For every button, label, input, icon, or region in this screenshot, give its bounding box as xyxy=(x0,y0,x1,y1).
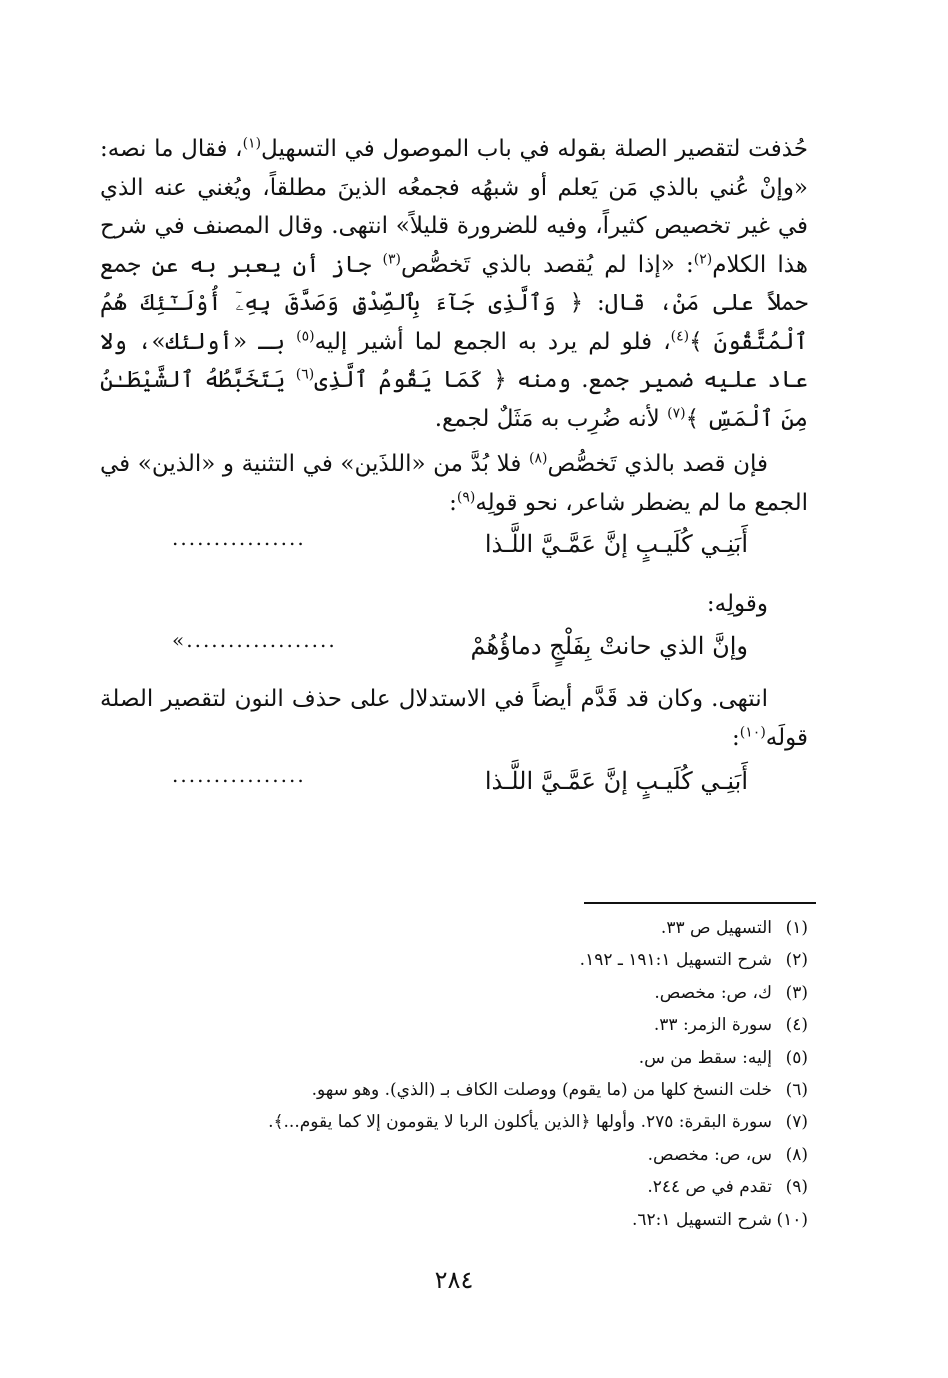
footnote-item xyxy=(160,1139,808,1171)
text-segment: فإن قصد بالذي تَخصُّص xyxy=(547,451,768,477)
footnote-text: س، ص: مخصص. xyxy=(647,1144,772,1165)
verse-ellipsis: ................ xyxy=(172,763,306,787)
verse-hemistich: أَبَنِـي كُلَيـبٍ إنَّ عَمَّـيَّ اللَّـذا xyxy=(484,530,748,558)
footnote-number: (٦) xyxy=(785,1080,808,1101)
footnote-ref-2: (٢) xyxy=(693,250,713,267)
page-number: ٢٨٤ xyxy=(434,1266,474,1294)
footnote-text: ك، ص: مخصص. xyxy=(654,982,772,1003)
text-segment: : «إذا لم يُقصد بالذي تَخصُّص xyxy=(400,251,694,278)
verse-intro-label: وقولِه: xyxy=(706,591,768,617)
footnote-text: شرح التسهيل ١٩١:١ ـ ١٩٢. xyxy=(579,950,772,971)
verse-hemistich: أَبَنِـي كُلَيـبٍ إنَّ عَمَّـيَّ اللَّـذا xyxy=(484,767,748,795)
footnote-text: تقدم في ص ٢٤٤. xyxy=(647,1177,772,1198)
paragraph-3 xyxy=(100,680,808,757)
footnote-item xyxy=(160,1171,808,1203)
footnote-number: (٤) xyxy=(785,1015,808,1036)
text-segment: جاز أن يعبر به عن جمع حملاً على مَنْ، قال: ﴿ وَٱلَّذِى جَآءَ بِٱلصِّدْقِ وَصَدَّقَ بِهِۦٓ أُوْلَـٰٓئِكَ هُمُ ٱلْمُتَّقُونَ ﴾ xyxy=(100,251,809,355)
footnote-number: (٧) xyxy=(785,1112,808,1133)
text-segment: يَتَخَبَّطُهُ ٱلشَّيْطَـٰنُ مِنَ ٱلْمَسِّ ﴾ xyxy=(100,367,808,432)
footnote-text: سورة الزمر: ٣٣. xyxy=(653,1015,772,1036)
footnote-number: (١) xyxy=(785,918,808,938)
footnote-ref-8: (٨) xyxy=(528,450,548,467)
text-segment: : xyxy=(449,489,457,516)
footnote-ref-4: (٤) xyxy=(670,327,690,344)
footnote-number: (٨) xyxy=(785,1144,808,1165)
footnote-ref-10: (١٠) xyxy=(739,723,766,740)
verse-ellipsis: ................ xyxy=(172,526,306,550)
text-segment: ، فلو لم يرد به الجمع لما أشير إليه xyxy=(314,328,671,355)
footnote-ref-1: (١) xyxy=(242,135,262,152)
footnote-item xyxy=(160,912,808,944)
footnote-text: سورة البقرة: ٢٧٥. وأولها ﴿الذين يأكلون الربا لا يقومون إلا كما يقوم...﴾. xyxy=(268,1112,772,1133)
footnote-ref-3: (٣) xyxy=(382,250,401,267)
footnote-ref-5: (٥) xyxy=(296,327,315,344)
footnote-number: (٢) xyxy=(785,950,808,971)
footnote-text: إليه: سقط من س. xyxy=(638,1047,772,1068)
footnote-item xyxy=(160,944,808,976)
footnote-item xyxy=(160,1042,808,1074)
footnote-number: (١٠) xyxy=(776,1209,808,1230)
verse-1 xyxy=(100,524,808,564)
footnote-divider xyxy=(584,902,816,904)
footnote-text: خلت النسخ كلها من (ما يقوم) ووصلت الكاف بـ (الذي). وهو سهو. xyxy=(311,1080,772,1101)
paragraph-2 xyxy=(100,445,808,522)
verse-2 xyxy=(100,626,808,666)
footnote-text: التسهيل ص ٣٣. xyxy=(660,918,772,938)
footnote-number: (٣) xyxy=(785,982,808,1003)
text-segment: ، فقال ما نصه: «وإنْ عُني بالذي مَن يَعلم أو شبهُه فجمعُه الذينَ مطلقاً، ويُغني عنه الذي في غير تخصيص كثيراً، وفيه للضرورة قليلاً» انتهى. وقال المصنف في شرح هذا الكلام xyxy=(100,136,808,278)
footnote-item xyxy=(160,1204,808,1236)
footnote-item xyxy=(160,1074,808,1106)
footnote-item xyxy=(160,977,808,1009)
footnote-item xyxy=(160,1009,808,1041)
footnote-ref-7: (٧) xyxy=(667,404,686,421)
verse-3 xyxy=(100,761,808,801)
text-segment: : xyxy=(732,724,740,751)
text-segment: بـ «أولئك»، ولا عاد عليه ضمير جمع. ومنه ﴿ كَمَا يَقُومُ ٱلَّذِى xyxy=(100,328,808,393)
footnote-number: (٥) xyxy=(785,1047,808,1068)
footnote-ref-9: (٩) xyxy=(456,488,476,505)
footnote-item xyxy=(160,1106,808,1138)
footnote-text: شرح التسهيل ٦٢:١. xyxy=(632,1209,772,1230)
main-text xyxy=(100,130,808,801)
paragraph-1 xyxy=(100,130,808,438)
text-segment: انتهى. وكان قد قَدَّم أيضاً في الاستدلال على حذف النون لتقصير الصلة قولَه xyxy=(100,686,808,751)
text-segment: لأنه ضُرِب به مَثَلٌ لجمع. xyxy=(434,405,668,432)
footnote-ref-6: (٦) xyxy=(295,366,315,383)
text-segment: فلا بُدَّ من «اللذَين» في التثنية و «الذين» في الجمع ما لم يضطر شاعر، نحو قولِه xyxy=(100,451,808,516)
verse-hemistich: وإنَّ الذي حانتْ بِفَلْجٍ دماؤُهُمْ xyxy=(470,632,748,660)
text-segment: حُذفت لتقصير الصلة بقوله في باب الموصول في التسهيل xyxy=(261,136,808,162)
verse-ellipsis: ..................» xyxy=(172,628,337,652)
footnotes xyxy=(160,912,808,1236)
footnote-number: (٩) xyxy=(785,1177,808,1198)
